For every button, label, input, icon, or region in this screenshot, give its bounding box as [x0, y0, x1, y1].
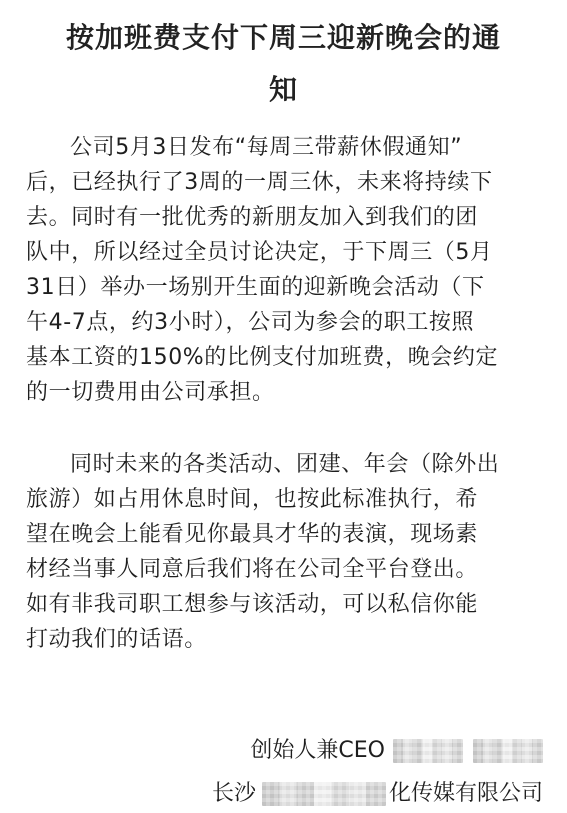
- title-line-1: 按加班费支付下周三迎新晚会的通: [65, 21, 501, 54]
- redacted-name-mosaic: [473, 739, 543, 763]
- company-name-suffix: 化传媒有限公司: [388, 781, 543, 806]
- paragraph-1-line-7: 基本工资的150%的比例支付加班费，晚会约定: [26, 345, 499, 370]
- paragraph-1-line-3: 去。同时有一批优秀的新朋友加入到我们的团: [26, 205, 479, 230]
- paragraph-2-line-5: 如有非我司职工想参与该活动，可以私信你能: [26, 592, 479, 617]
- paragraph-1-line-2: 后，已经执行了3周的一周三休，未来将持续下: [26, 170, 493, 195]
- notice-paragraph-2: [26, 447, 544, 657]
- paragraph-1-line-5: 31日）举办一场别开生面的迎新晚会活动（下: [26, 275, 485, 300]
- redacted-name-mosaic: [393, 739, 463, 763]
- paragraph-1-line-1: 公司5月3日发布“每周三带薪休假通知”: [70, 135, 463, 160]
- redacted-company-mosaic: [262, 782, 386, 806]
- page-title: [24, 12, 543, 116]
- paragraph-1-line-8: 的一切费用由公司承担。: [26, 380, 275, 405]
- paragraph-2-line-1: 同时未来的各类活动、团建、年会（除外出: [70, 452, 500, 477]
- paragraph-2-line-2: 旅游）如占用休息时间，也按此标准执行，希: [26, 487, 479, 512]
- company-name-prefix: 长沙: [211, 781, 256, 806]
- signature-role-line: [250, 733, 543, 768]
- paragraph-2-line-6: 打动我们的话语。: [26, 627, 207, 652]
- title-line-2: 知: [268, 73, 298, 106]
- signature-role: 创始人兼CEO: [250, 738, 385, 763]
- paragraph-1-line-6: 午4-7点，约3小时），公司为参会的职工按照: [26, 310, 475, 335]
- paragraph-1-line-4: 队中，所以经过全员讨论决定，于下周三（5月: [26, 240, 493, 265]
- signature-company-line: [212, 776, 543, 811]
- paragraph-2-line-4: 材经当事人同意后我们将在公司全平台登出。: [26, 557, 479, 582]
- notice-paragraph-1: [26, 130, 544, 410]
- paragraph-2-line-3: 望在晚会上能看见你最具才华的表演，现场素: [26, 522, 479, 547]
